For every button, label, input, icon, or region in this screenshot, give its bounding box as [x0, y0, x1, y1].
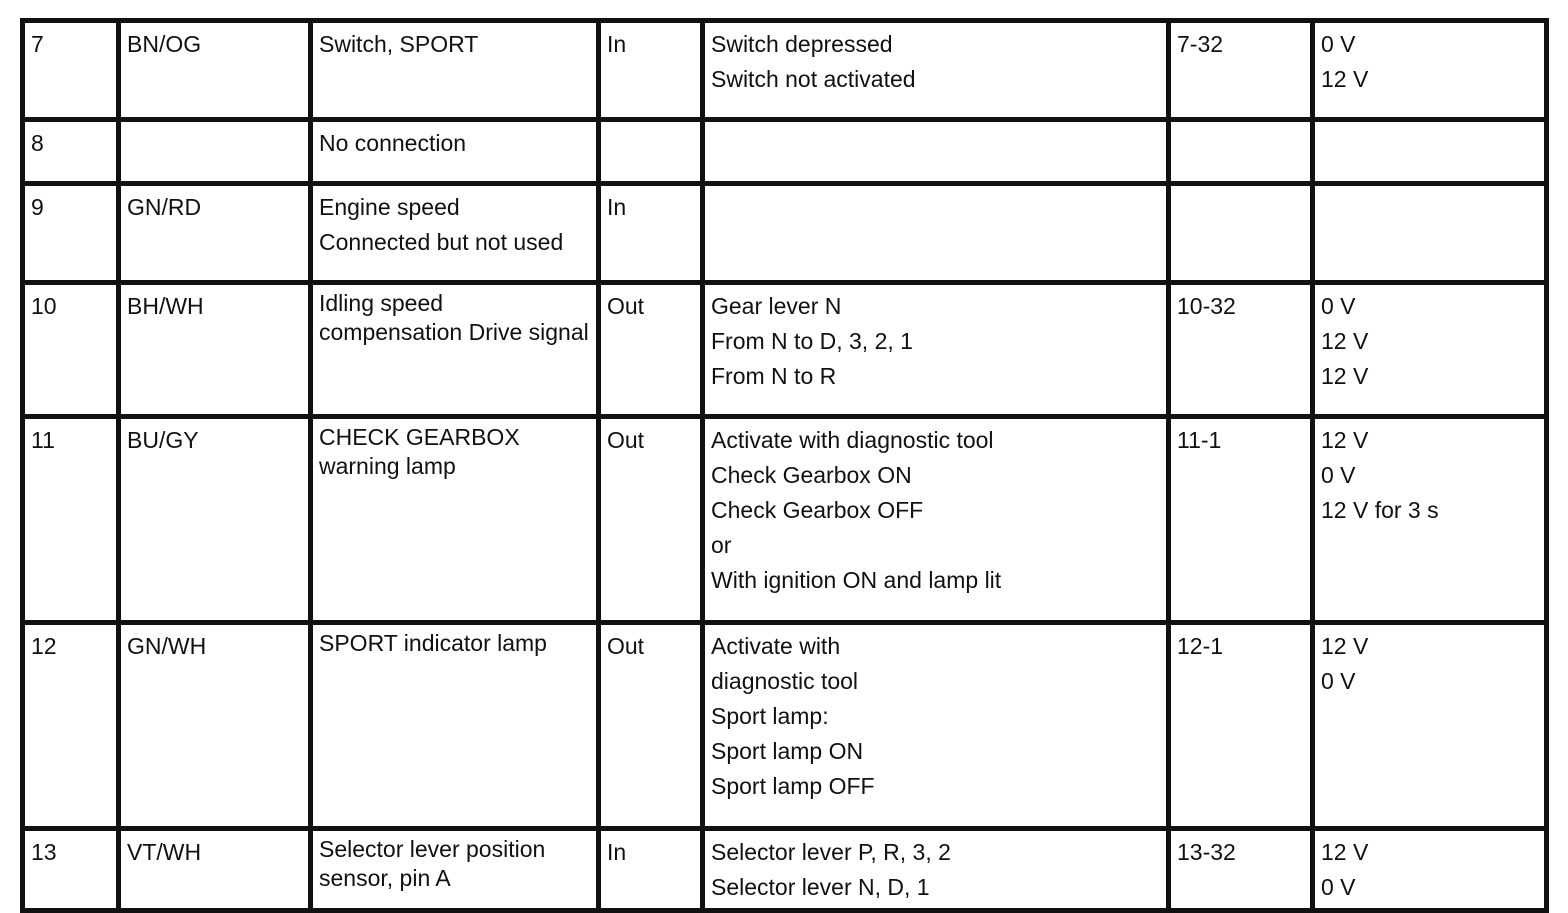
pin-function: No connection — [311, 120, 599, 184]
pin-function: Switch, SPORT — [311, 21, 599, 120]
value-line: 0 V — [1321, 462, 1356, 488]
signal-direction: Out — [599, 623, 703, 829]
expected-values — [1313, 623, 1547, 829]
measure-points: 10-32 — [1169, 283, 1313, 417]
signal-direction: Out — [599, 417, 703, 623]
table-row — [23, 829, 1547, 911]
wire-color: BH/WH — [119, 283, 311, 417]
table-row — [23, 184, 1547, 283]
measure-points: 13-32 — [1169, 829, 1313, 911]
condition-line: Sport lamp: — [711, 703, 829, 729]
condition-line: Sport lamp ON — [711, 738, 864, 764]
signal-direction: In — [599, 21, 703, 120]
condition-line: Selector lever N, D, 1 — [711, 874, 930, 900]
pin-number: 12 — [23, 623, 119, 829]
expected-values — [1313, 417, 1547, 623]
wire-color: BN/OG — [119, 21, 311, 120]
value-line: 0 V — [1321, 293, 1356, 319]
pin-number: 7 — [23, 21, 119, 120]
condition-line: Gear lever N — [711, 293, 842, 319]
condition-line: Selector lever P, R, 3, 2 — [711, 839, 951, 865]
test-conditions — [703, 283, 1169, 417]
test-conditions — [703, 184, 1169, 283]
condition-line: With ignition ON and lamp lit — [711, 567, 1002, 593]
expected-values — [1313, 21, 1547, 120]
value-line: 12 V — [1321, 427, 1369, 453]
condition-line: or — [711, 532, 732, 558]
table-row — [23, 120, 1547, 184]
table-row — [23, 623, 1547, 829]
wire-color: VT/WH — [119, 829, 311, 911]
expected-values — [1313, 120, 1547, 184]
condition-line: Sport lamp OFF — [711, 773, 875, 799]
signal-direction: In — [599, 829, 703, 911]
value-line: 0 V — [1321, 668, 1356, 694]
signal-direction: Out — [599, 283, 703, 417]
value-line: 12 V — [1321, 839, 1369, 865]
value-line: 0 V — [1321, 31, 1356, 57]
measure-points — [1169, 120, 1313, 184]
condition-line: From N to D, 3, 2, 1 — [711, 328, 913, 354]
test-conditions — [703, 21, 1169, 120]
condition-line: From N to R — [711, 363, 837, 389]
measure-points: 11-1 — [1169, 417, 1313, 623]
pin-number: 11 — [23, 417, 119, 623]
wire-color: GN/WH — [119, 623, 311, 829]
expected-values — [1313, 283, 1547, 417]
pin-number: 10 — [23, 283, 119, 417]
value-line: 12 V — [1321, 363, 1369, 389]
value-line: 12 V — [1321, 328, 1369, 354]
wire-color: BU/GY — [119, 417, 311, 623]
pin-number: 9 — [23, 184, 119, 283]
expected-values — [1313, 829, 1547, 911]
table-row — [23, 417, 1547, 623]
value-line: 12 V — [1321, 66, 1369, 92]
pin-table — [20, 18, 1549, 913]
test-conditions — [703, 829, 1169, 911]
wire-color — [119, 120, 311, 184]
measure-points: 12-1 — [1169, 623, 1313, 829]
pin-function: SPORT indicator lamp — [311, 623, 599, 829]
test-conditions — [703, 417, 1169, 623]
value-line: 0 V — [1321, 874, 1356, 900]
value-line: 12 V — [1321, 633, 1369, 659]
pin-number: 8 — [23, 120, 119, 184]
pin-function: Idling speed compensation Drive signal — [311, 283, 599, 417]
test-conditions — [703, 120, 1169, 184]
signal-direction: In — [599, 184, 703, 283]
expected-values — [1313, 184, 1547, 283]
value-line: 12 V for 3 s — [1321, 497, 1439, 523]
table-row — [23, 283, 1547, 417]
function-line: Connected but not used — [319, 229, 564, 255]
condition-line: diagnostic tool — [711, 668, 859, 694]
function-line: Engine speed — [319, 194, 460, 220]
signal-direction — [599, 120, 703, 184]
condition-line: Check Gearbox ON — [711, 462, 912, 488]
condition-line: Activate with — [711, 633, 841, 659]
measure-points — [1169, 184, 1313, 283]
wire-color: GN/RD — [119, 184, 311, 283]
condition-line: Switch not activated — [711, 66, 916, 92]
condition-line: Activate with diagnostic tool — [711, 427, 994, 453]
table-row — [23, 21, 1547, 120]
pin-number: 13 — [23, 829, 119, 911]
pin-table-container — [20, 18, 1544, 908]
measure-points: 7-32 — [1169, 21, 1313, 120]
pin-function: CHECK GEARBOX warning lamp — [311, 417, 599, 623]
condition-line: Switch depressed — [711, 31, 893, 57]
pin-function — [311, 184, 599, 283]
pin-function: Selector lever position sensor, pin A — [311, 829, 599, 911]
condition-line: Check Gearbox OFF — [711, 497, 924, 523]
test-conditions — [703, 623, 1169, 829]
